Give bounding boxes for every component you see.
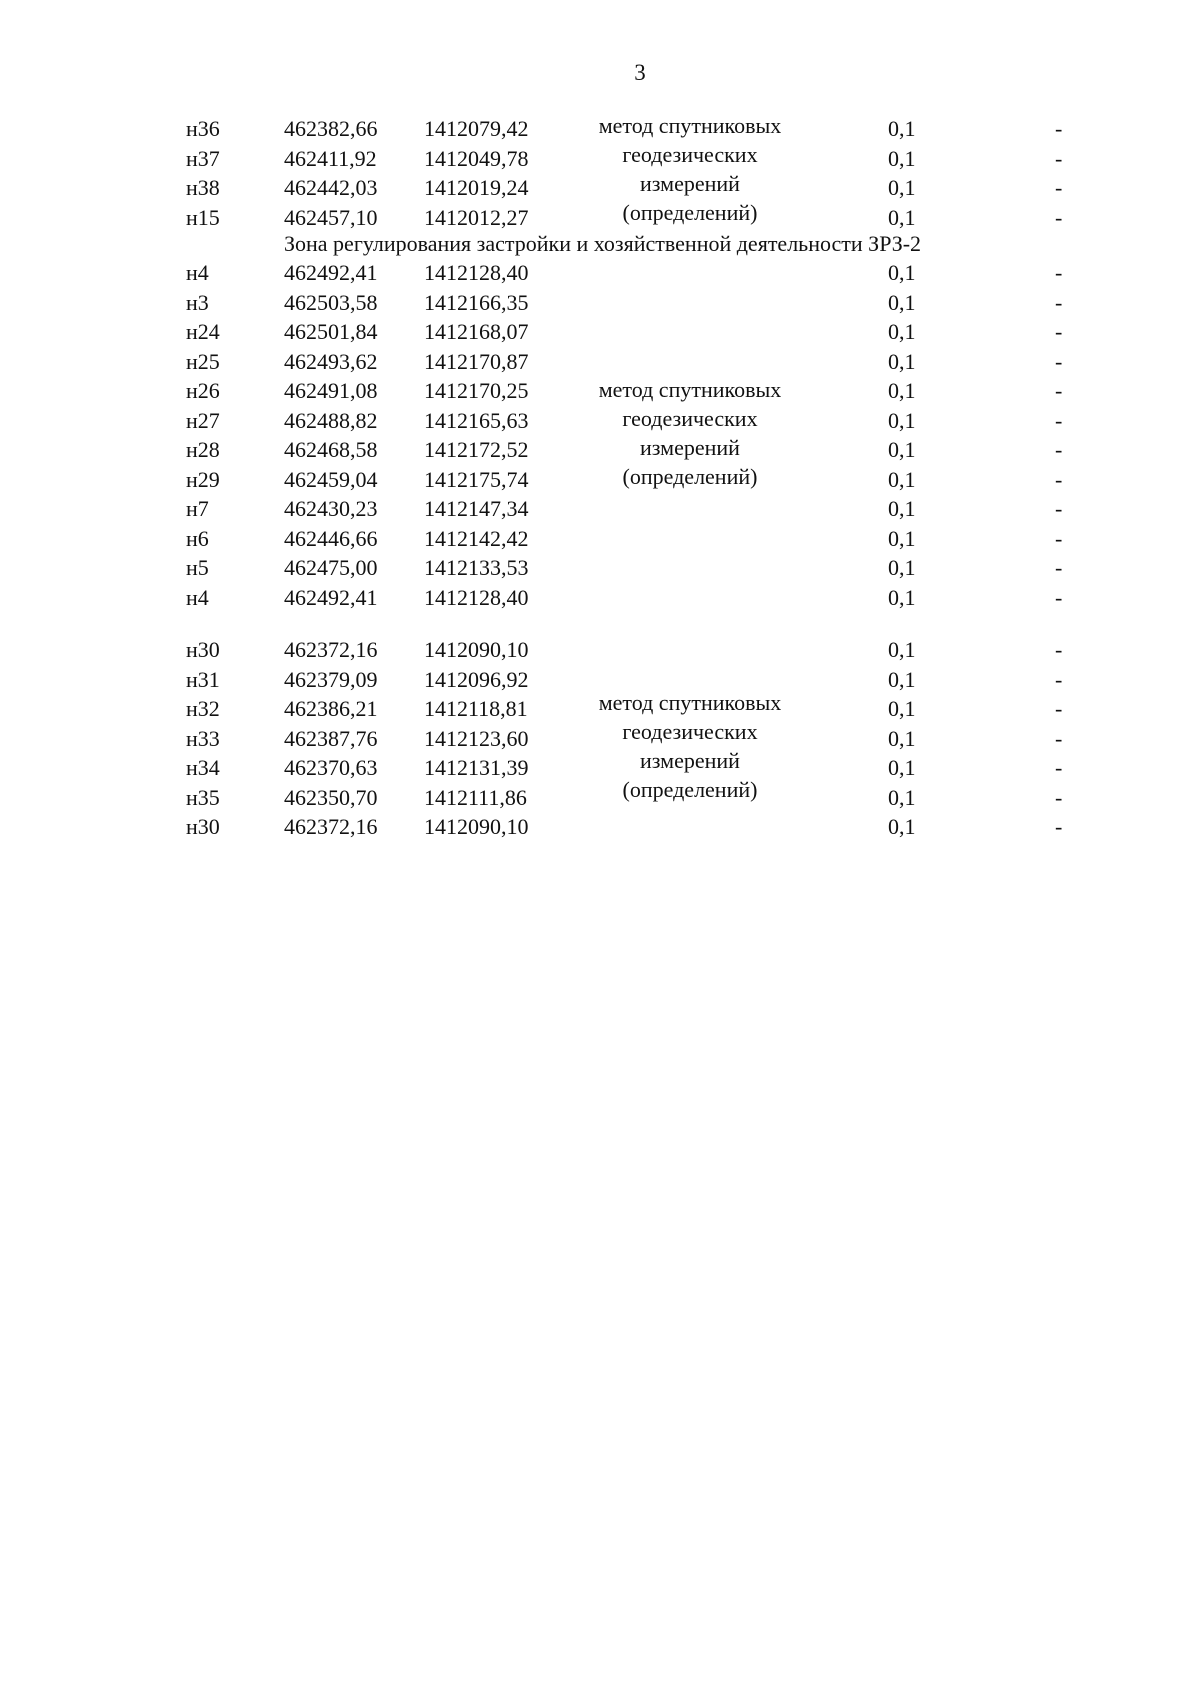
x-coordinate: 462475,00 bbox=[284, 555, 378, 580]
dash-value: - bbox=[1055, 814, 1063, 839]
point-label: н30 bbox=[186, 637, 220, 662]
y-coordinate: 1412133,53 bbox=[424, 555, 529, 580]
y-coordinate: 1412166,35 bbox=[424, 290, 529, 315]
table-row bbox=[0, 555, 1200, 585]
point-label: н31 bbox=[186, 667, 220, 692]
y-coordinate: 1412170,87 bbox=[424, 349, 529, 374]
x-coordinate: 462379,09 bbox=[284, 667, 378, 692]
dash-value: - bbox=[1055, 726, 1063, 751]
point-label: н35 bbox=[186, 785, 220, 810]
point-label: н5 bbox=[186, 555, 209, 580]
method-line: метод спутниковых bbox=[598, 690, 782, 715]
accuracy-value: 0,1 bbox=[888, 205, 916, 230]
x-coordinate: 462492,41 bbox=[284, 585, 378, 610]
y-coordinate: 1412165,63 bbox=[424, 408, 529, 433]
y-coordinate: 1412111,86 bbox=[424, 785, 527, 810]
dash-value: - bbox=[1055, 146, 1063, 171]
accuracy-value: 0,1 bbox=[888, 319, 916, 344]
accuracy-value: 0,1 bbox=[888, 260, 916, 285]
x-coordinate: 462350,70 bbox=[284, 785, 378, 810]
y-coordinate: 1412128,40 bbox=[424, 585, 529, 610]
zone-heading: Зона регулирования застройки и хозяйственной деятельности ЗРЗ-2 bbox=[284, 231, 922, 256]
y-coordinate: 1412170,25 bbox=[424, 378, 529, 403]
x-coordinate: 462491,08 bbox=[284, 378, 378, 403]
point-label: н37 bbox=[186, 146, 220, 171]
dash-value: - bbox=[1055, 785, 1063, 810]
y-coordinate: 1412175,74 bbox=[424, 467, 529, 492]
x-coordinate: 462372,16 bbox=[284, 814, 378, 839]
dash-value: - bbox=[1055, 437, 1063, 462]
accuracy-value: 0,1 bbox=[888, 175, 916, 200]
x-coordinate: 462411,92 bbox=[284, 146, 377, 171]
method-line: геодезических bbox=[622, 719, 758, 744]
x-coordinate: 462446,66 bbox=[284, 526, 378, 551]
y-coordinate: 1412128,40 bbox=[424, 260, 529, 285]
point-label: н38 bbox=[186, 175, 220, 200]
method-line: (определений) bbox=[622, 464, 758, 489]
point-label: н34 bbox=[186, 755, 220, 780]
accuracy-value: 0,1 bbox=[888, 667, 916, 692]
y-coordinate: 1412123,60 bbox=[424, 726, 529, 751]
dash-value: - bbox=[1055, 526, 1063, 551]
y-coordinate: 1412131,39 bbox=[424, 755, 529, 780]
x-coordinate: 462493,62 bbox=[284, 349, 378, 374]
y-coordinate: 1412168,07 bbox=[424, 319, 529, 344]
accuracy-value: 0,1 bbox=[888, 726, 916, 751]
x-coordinate: 462386,21 bbox=[284, 696, 378, 721]
y-coordinate: 1412142,42 bbox=[424, 526, 529, 551]
accuracy-value: 0,1 bbox=[888, 585, 916, 610]
accuracy-value: 0,1 bbox=[888, 755, 916, 780]
accuracy-value: 0,1 bbox=[888, 637, 916, 662]
accuracy-value: 0,1 bbox=[888, 526, 916, 551]
point-label: н33 bbox=[186, 726, 220, 751]
method-line: измерений bbox=[640, 435, 740, 460]
table-row bbox=[0, 496, 1200, 526]
table-row bbox=[0, 260, 1200, 290]
point-label: н36 bbox=[186, 116, 220, 141]
dash-value: - bbox=[1055, 349, 1063, 374]
dash-value: - bbox=[1055, 496, 1063, 521]
method-note-3 bbox=[565, 688, 815, 804]
y-coordinate: 1412147,34 bbox=[424, 496, 529, 521]
x-coordinate: 462501,84 bbox=[284, 319, 378, 344]
accuracy-value: 0,1 bbox=[888, 496, 916, 521]
point-label: н4 bbox=[186, 260, 209, 285]
table-row bbox=[0, 814, 1200, 844]
y-coordinate: 1412012,27 bbox=[424, 205, 529, 230]
dash-value: - bbox=[1055, 637, 1063, 662]
point-label: н25 bbox=[186, 349, 220, 374]
point-label: н32 bbox=[186, 696, 220, 721]
table-row bbox=[0, 637, 1200, 667]
dash-value: - bbox=[1055, 290, 1063, 315]
method-line: метод спутниковых bbox=[598, 377, 782, 402]
accuracy-value: 0,1 bbox=[888, 696, 916, 721]
point-label: н4 bbox=[186, 585, 209, 610]
point-label: н29 bbox=[186, 467, 220, 492]
x-coordinate: 462370,63 bbox=[284, 755, 378, 780]
method-line: метод спутниковых bbox=[598, 113, 782, 138]
x-coordinate: 462492,41 bbox=[284, 260, 378, 285]
dash-value: - bbox=[1055, 116, 1063, 141]
method-line: измерений bbox=[640, 171, 740, 196]
dash-value: - bbox=[1055, 467, 1063, 492]
point-label: н26 bbox=[186, 378, 220, 403]
accuracy-value: 0,1 bbox=[888, 467, 916, 492]
x-coordinate: 462387,76 bbox=[284, 726, 378, 751]
x-coordinate: 462468,58 bbox=[284, 437, 378, 462]
y-coordinate: 1412096,92 bbox=[424, 667, 529, 692]
point-label: н15 bbox=[186, 205, 220, 230]
x-coordinate: 462457,10 bbox=[284, 205, 378, 230]
x-coordinate: 462372,16 bbox=[284, 637, 378, 662]
method-line: геодезических bbox=[622, 406, 758, 431]
dash-value: - bbox=[1055, 408, 1063, 433]
y-coordinate: 1412079,42 bbox=[424, 116, 529, 141]
point-label: н28 bbox=[186, 437, 220, 462]
y-coordinate: 1412049,78 bbox=[424, 146, 529, 171]
accuracy-value: 0,1 bbox=[888, 408, 916, 433]
accuracy-value: 0,1 bbox=[888, 290, 916, 315]
method-line: измерений bbox=[640, 748, 740, 773]
dash-value: - bbox=[1055, 260, 1063, 285]
page-number: 3 bbox=[634, 60, 646, 85]
x-coordinate: 462503,58 bbox=[284, 290, 378, 315]
method-note-1 bbox=[565, 111, 815, 227]
dash-value: - bbox=[1055, 378, 1063, 403]
table-row bbox=[0, 585, 1200, 615]
y-coordinate: 1412090,10 bbox=[424, 637, 529, 662]
dash-value: - bbox=[1055, 667, 1063, 692]
dash-value: - bbox=[1055, 696, 1063, 721]
point-label: н6 bbox=[186, 526, 209, 551]
x-coordinate: 462442,03 bbox=[284, 175, 378, 200]
accuracy-value: 0,1 bbox=[888, 785, 916, 810]
accuracy-value: 0,1 bbox=[888, 437, 916, 462]
method-line: геодезических bbox=[622, 142, 758, 167]
y-coordinate: 1412118,81 bbox=[424, 696, 528, 721]
point-label: н24 bbox=[186, 319, 220, 344]
y-coordinate: 1412090,10 bbox=[424, 814, 529, 839]
point-label: н7 bbox=[186, 496, 209, 521]
table-row bbox=[0, 290, 1200, 320]
table-row bbox=[0, 319, 1200, 349]
dash-value: - bbox=[1055, 755, 1063, 780]
x-coordinate: 462459,04 bbox=[284, 467, 378, 492]
dash-value: - bbox=[1055, 555, 1063, 580]
table-row bbox=[0, 526, 1200, 556]
accuracy-value: 0,1 bbox=[888, 116, 916, 141]
x-coordinate: 462382,66 bbox=[284, 116, 378, 141]
dash-value: - bbox=[1055, 175, 1063, 200]
method-note-2 bbox=[565, 375, 815, 491]
method-line: (определений) bbox=[622, 777, 758, 802]
point-label: н3 bbox=[186, 290, 209, 315]
y-coordinate: 1412172,52 bbox=[424, 437, 529, 462]
method-line: (определений) bbox=[622, 200, 758, 225]
dash-value: - bbox=[1055, 585, 1063, 610]
y-coordinate: 1412019,24 bbox=[424, 175, 529, 200]
accuracy-value: 0,1 bbox=[888, 146, 916, 171]
dash-value: - bbox=[1055, 319, 1063, 344]
dash-value: - bbox=[1055, 205, 1063, 230]
accuracy-value: 0,1 bbox=[888, 814, 916, 839]
accuracy-value: 0,1 bbox=[888, 378, 916, 403]
x-coordinate: 462488,82 bbox=[284, 408, 378, 433]
point-label: н30 bbox=[186, 814, 220, 839]
accuracy-value: 0,1 bbox=[888, 349, 916, 374]
point-label: н27 bbox=[186, 408, 220, 433]
x-coordinate: 462430,23 bbox=[284, 496, 378, 521]
accuracy-value: 0,1 bbox=[888, 555, 916, 580]
